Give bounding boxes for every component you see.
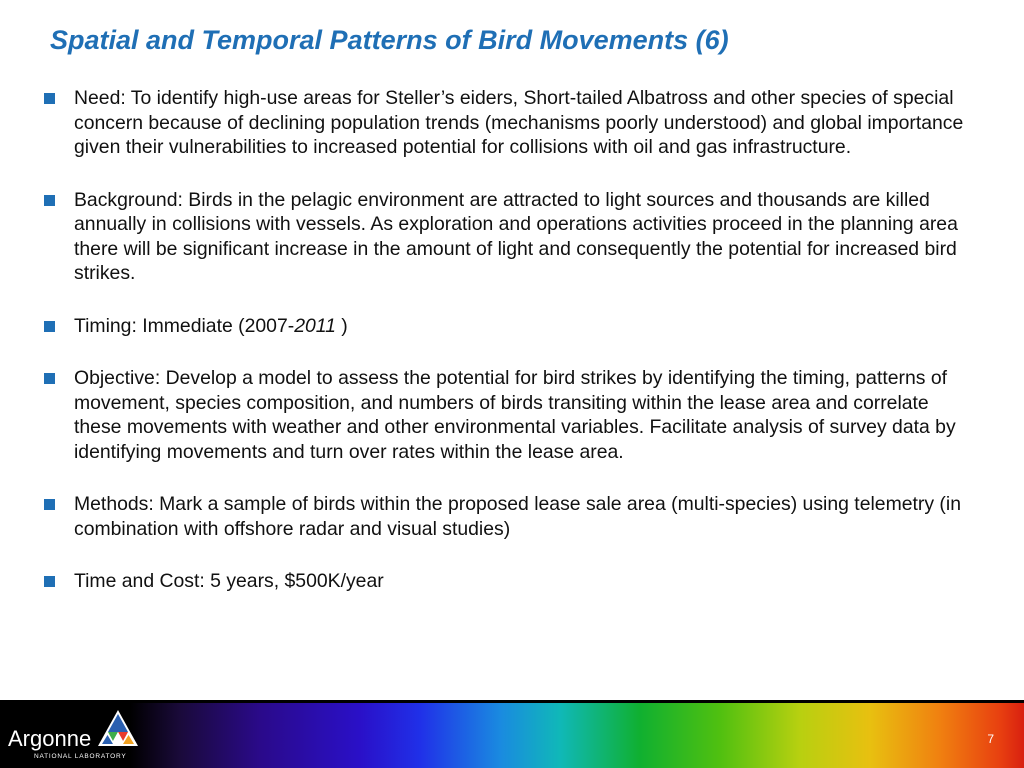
bullet-objective [44, 366, 979, 464]
footer-divider [0, 700, 1024, 703]
argonne-triangle-icon [96, 708, 140, 748]
square-bullet-icon [44, 195, 55, 206]
bullet-background [44, 188, 979, 286]
bullet-timing [44, 314, 979, 339]
bullet-methods [44, 492, 979, 541]
square-bullet-icon [44, 93, 55, 104]
page-number: 7 [987, 732, 994, 746]
bullet-text-after: ) [335, 314, 348, 337]
bullet-text: Need: To identify high-use areas for Steller’s eiders, Short-tailed Albatross and other species of special concern because of declining population trends (mechanisms poorly understood) and global importance given their vulnerabilities to increased potential for collisions with oil and gas infrastructure. [74, 87, 964, 158]
bullet-text-italic: 2011 [294, 314, 336, 337]
bullet-need [44, 86, 979, 160]
bullet-text: Methods: Mark a sample of birds within the proposed lease sale area (multi-species) using telemetry (in combination with offshore radar and visual studies) [74, 493, 961, 540]
bullet-list [44, 86, 979, 622]
bullet-text: Time and Cost: 5 years, $500K/year [74, 570, 384, 592]
bullet-time-cost [44, 569, 979, 594]
bullet-text-before: Timing: Immediate (2007- [74, 314, 295, 337]
argonne-logo [8, 712, 138, 762]
square-bullet-icon [44, 576, 55, 587]
logo-wordmark: Argonne [8, 726, 92, 751]
bullet-text: Background: Birds in the pelagic environment are attracted to light sources and thousands are killed annually in collisions with vessels. As exploration and operations activities proceed in the planning area there will be significant increase in the amount of light and consequently the potential for increased bird strikes. [74, 188, 958, 284]
square-bullet-icon [44, 499, 55, 510]
slide-title: Spatial and Temporal Patterns of Bird Movements (6) [50, 25, 729, 55]
footer-spectrum-bar [0, 700, 1024, 768]
square-bullet-icon [44, 373, 55, 384]
logo-subtitle: NATIONAL LABORATORY [34, 753, 127, 760]
bullet-text: Objective: Develop a model to assess the potential for bird strikes by identifying the timing, patterns of movement, species composition, and numbers of birds transiting within the lease area and correlate these movements with weather and other environmental variables. Facilitate analysis of survey data by identifying movements and turn over rates within the lease area. [74, 367, 956, 463]
square-bullet-icon [44, 321, 55, 332]
